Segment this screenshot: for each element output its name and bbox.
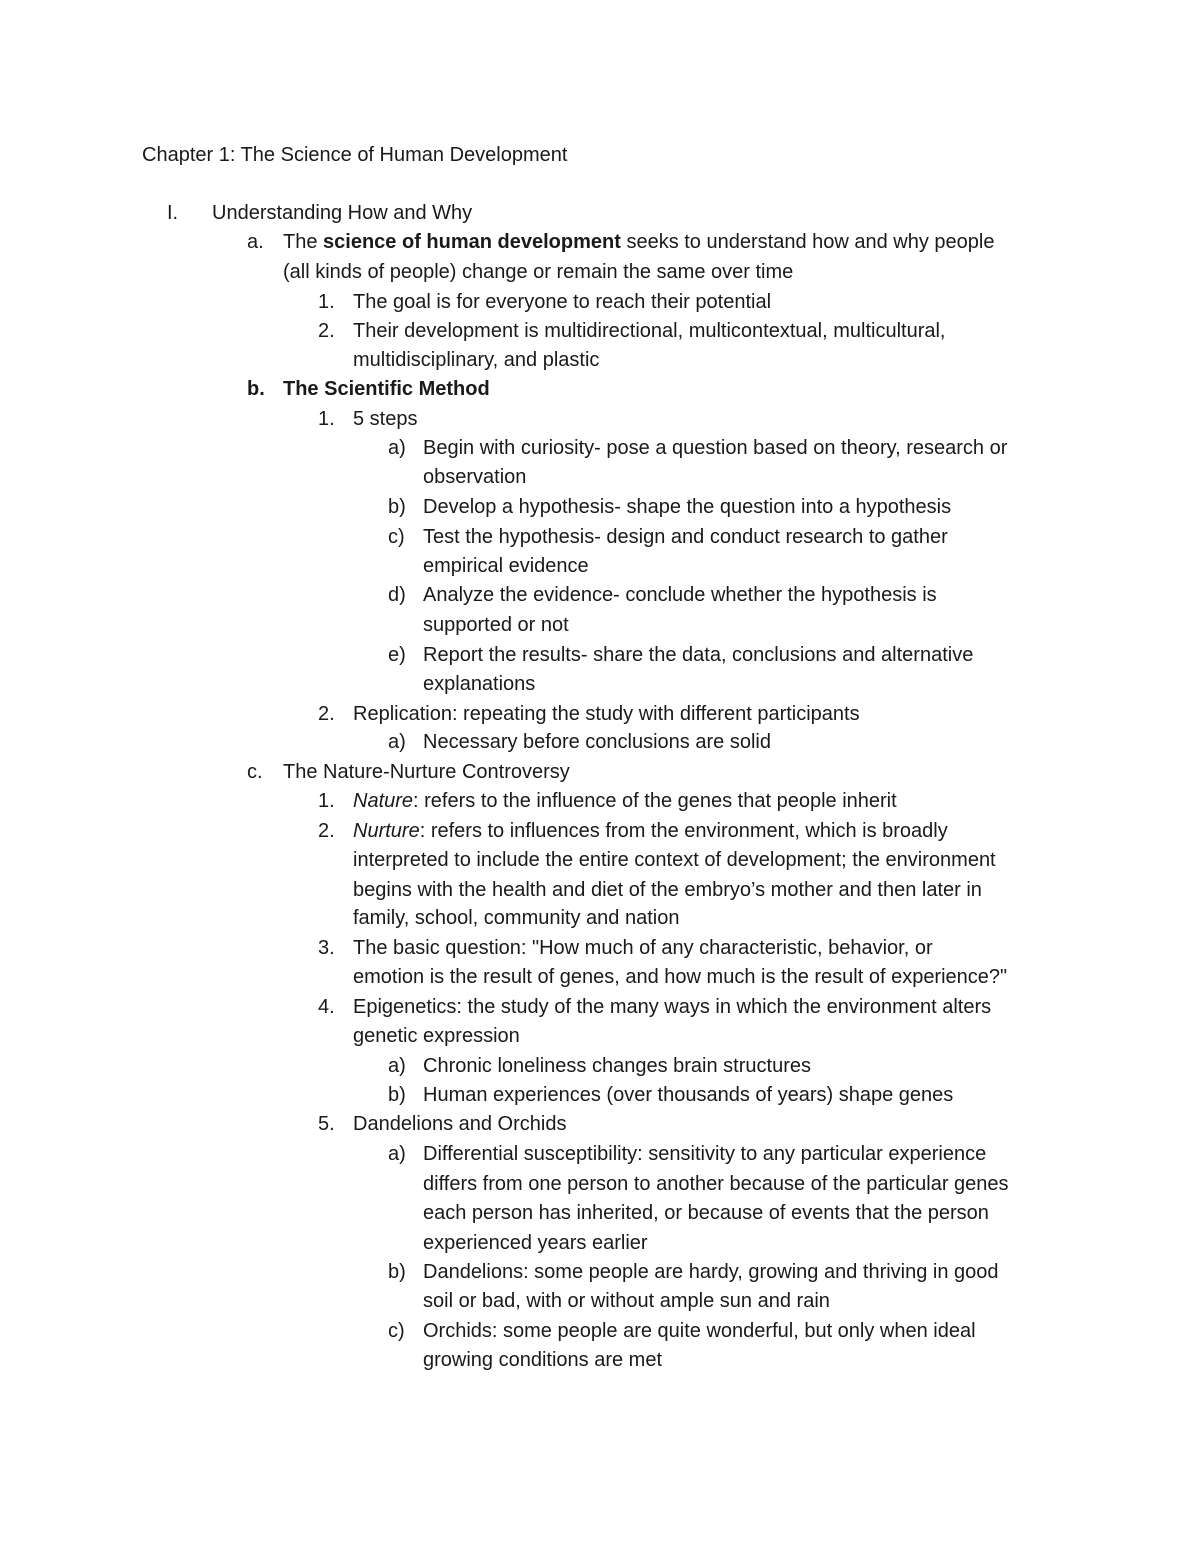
sublist-marker: b) (388, 496, 406, 518)
sublist-item: Report the results- share the data, conclusions and alternative (423, 644, 974, 666)
list-marker: 2. (318, 820, 335, 842)
list-item-continuation: family, school, community and nation (353, 907, 680, 929)
sublist-item-continuation: each person has inherited, or because of events that the person (423, 1202, 989, 1224)
subsection-heading: The Scientific Method (283, 378, 490, 400)
list-item-continuation: multidisciplinary, and plastic (353, 349, 600, 371)
subsection-heading: The Nature-Nurture Controversy (283, 761, 570, 783)
sublist-item-continuation: experienced years earlier (423, 1232, 648, 1254)
list-marker: 1. (318, 408, 335, 430)
list-item: Dandelions and Orchids (353, 1113, 567, 1135)
sublist-item: Analyze the evidence- conclude whether the hypothesis is (423, 584, 937, 606)
list-marker: 3. (318, 937, 335, 959)
list-marker: 2. (318, 703, 335, 725)
subsection-a-continuation: (all kinds of people) change or remain the same over time (283, 261, 794, 283)
sublist-item: Develop a hypothesis- shape the question into a hypothesis (423, 496, 952, 518)
sublist-item: Dandelions: some people are hardy, growing and thriving in good (423, 1261, 999, 1283)
sublist-marker: a) (388, 437, 406, 459)
list-marker: 1. (318, 790, 335, 812)
sublist-item-continuation: differs from one person to another because of the particular genes (423, 1173, 1009, 1195)
sublist-marker: d) (388, 584, 406, 606)
sublist-marker: b) (388, 1261, 406, 1283)
sublist-marker: c) (388, 1320, 405, 1342)
list-item: The basic question: "How much of any characteristic, behavior, or (353, 937, 933, 959)
list-item: 5 steps (353, 408, 418, 430)
list-item-continuation: interpreted to include the entire context of development; the environment (353, 849, 996, 871)
subsection-marker: c. (247, 761, 263, 783)
sublist-item-continuation: growing conditions are met (423, 1349, 663, 1371)
text-prefix: The (283, 231, 324, 253)
key-term: science of human development (323, 231, 621, 253)
list-item-continuation: emotion is the result of genes, and how much is the result of experience?" (353, 966, 1008, 988)
section-marker: I. (167, 202, 179, 224)
list-item: Their development is multidirectional, multicontextual, multicultural, (353, 320, 946, 342)
text-suffix: seeks to understand how and why people (620, 231, 995, 253)
sublist-item-continuation: soil or bad, with or without ample sun and rain (423, 1290, 830, 1312)
sublist-marker: b) (388, 1084, 406, 1106)
sublist-marker: c) (388, 526, 405, 548)
list-marker: 2. (318, 320, 335, 342)
item-text: : refers to the influence of the genes that people inherit (413, 790, 897, 812)
sublist-item: Orchids: some people are quite wonderful, but only when ideal (423, 1320, 976, 1342)
list-item: Epigenetics: the study of the many ways in which the environment alters (353, 996, 992, 1018)
sublist-item: Test the hypothesis- design and conduct research to gather (423, 526, 948, 548)
italic-term: Nature (353, 790, 414, 812)
list-marker: 1. (318, 291, 335, 313)
list-marker: 5. (318, 1113, 335, 1135)
sublist-item: Necessary before conclusions are solid (423, 731, 771, 753)
subsection-a-line (283, 228, 994, 257)
sublist-marker: a) (388, 1143, 406, 1165)
sublist-item: Begin with curiosity- pose a question based on theory, research or (423, 437, 1008, 459)
sublist-item-continuation: observation (423, 466, 527, 488)
subsection-marker: b. (247, 378, 265, 400)
sublist-item-continuation: empirical evidence (423, 555, 589, 577)
italic-term: Nurture (353, 820, 420, 842)
list-item: Replication: repeating the study with different participants (353, 703, 860, 725)
sublist-marker: a) (388, 1055, 406, 1077)
sublist-item: Chronic loneliness changes brain structures (423, 1055, 811, 1077)
list-item: The goal is for everyone to reach their potential (353, 291, 772, 313)
list-marker: 4. (318, 996, 335, 1018)
sublist-item: Differential susceptibility: sensitivity to any particular experience (423, 1143, 987, 1165)
page-title: Chapter 1: The Science of Human Development (142, 144, 568, 166)
list-item-continuation: begins with the health and diet of the embryo’s mother and then later in (353, 879, 982, 901)
sublist-marker: e) (388, 644, 406, 666)
list-item (353, 787, 897, 816)
subsection-marker: a. (247, 231, 264, 253)
list-item-continuation: genetic expression (353, 1025, 520, 1047)
sublist-marker: a) (388, 731, 406, 753)
sublist-item: Human experiences (over thousands of years) shape genes (423, 1084, 954, 1106)
list-item (353, 817, 948, 846)
item-text: : refers to influences from the environment, which is broadly (419, 820, 948, 842)
sublist-item-continuation: supported or not (423, 614, 569, 636)
sublist-item-continuation: explanations (423, 673, 536, 695)
section-heading: Understanding How and Why (212, 202, 473, 224)
